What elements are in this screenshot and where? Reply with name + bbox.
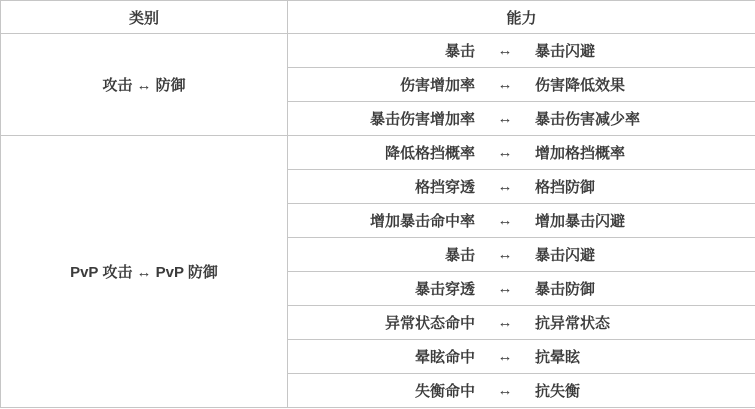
- ability-cell: [288, 238, 755, 272]
- ability-cell: [288, 34, 755, 68]
- attack-stat: 失衡命中: [414, 383, 475, 400]
- attack-stat: 增加暴击命中率: [369, 213, 475, 230]
- ability-cell: [288, 272, 755, 306]
- bidirectional-arrow: ↔: [497, 348, 513, 365]
- ability-cell: [288, 170, 755, 204]
- bidirectional-arrow: ↔: [497, 178, 513, 195]
- ability-cell: [288, 340, 755, 374]
- table-row: [1, 34, 755, 68]
- attack-stat: 暴击穿透: [414, 281, 475, 298]
- defense-stat: 暴击闪避: [535, 43, 596, 60]
- ability-pair: [288, 40, 755, 61]
- ability-pair: [288, 74, 755, 95]
- ability-pair: [288, 108, 755, 129]
- defense-stat: 抗晕眩: [535, 349, 581, 366]
- ability-cell: [288, 102, 755, 136]
- ability-pair: [288, 346, 755, 367]
- bidirectional-arrow: ↔: [497, 280, 513, 297]
- attack-stat: 暴击: [444, 247, 475, 264]
- defense-stat: 格挡防御: [535, 179, 596, 196]
- header-row: [1, 1, 755, 34]
- defense-stat: 增加暴击闪避: [535, 213, 626, 230]
- bidirectional-arrow: ↔: [497, 42, 513, 59]
- category-cell-pvp-attack-defense: PvP 攻击 ↔ PvP 防御: [1, 136, 288, 408]
- bidirectional-arrow: ↔: [497, 314, 513, 331]
- ability-cell: [288, 136, 755, 170]
- bidirectional-arrow: ↔: [497, 246, 513, 263]
- ability-pair: [288, 210, 755, 231]
- category-column-header: 类别: [1, 1, 288, 34]
- table-row: [1, 136, 755, 170]
- attack-stat: 格挡穿透: [414, 179, 475, 196]
- bidirectional-arrow: ↔: [497, 110, 513, 127]
- defense-stat: 暴击防御: [535, 281, 596, 298]
- ability-pair: [288, 278, 755, 299]
- defense-stat: 伤害降低效果: [535, 77, 626, 94]
- ability-pair: [288, 380, 755, 401]
- ability-pair: [288, 142, 755, 163]
- defense-stat: 暴击闪避: [535, 247, 596, 264]
- ability-pair: [288, 312, 755, 333]
- category-cell-attack-defense: 攻击 ↔ 防御: [1, 34, 288, 136]
- ability-pair: [288, 176, 755, 197]
- attack-stat: 晕眩命中: [414, 349, 475, 366]
- defense-stat: 抗失衡: [535, 383, 581, 400]
- ability-cell: [288, 306, 755, 340]
- ability-cell: [288, 68, 755, 102]
- attack-stat: 暴击伤害增加率: [369, 111, 475, 128]
- bidirectional-arrow: ↔: [497, 76, 513, 93]
- defense-stat: 增加格挡概率: [535, 145, 626, 162]
- attack-stat: 降低格挡概率: [384, 145, 475, 162]
- attack-stat: 伤害增加率: [399, 77, 475, 94]
- bidirectional-arrow: ↔: [497, 382, 513, 399]
- ability-pair: [288, 244, 755, 265]
- defense-stat: 抗异常状态: [535, 315, 611, 332]
- ability-cell: [288, 204, 755, 238]
- attack-stat: 异常状态命中: [384, 315, 475, 332]
- ability-column-header: 能力: [288, 1, 755, 34]
- attack-stat: 暴击: [444, 43, 475, 60]
- defense-stat: 暴击伤害减少率: [535, 111, 641, 128]
- bidirectional-arrow: ↔: [497, 144, 513, 161]
- bidirectional-arrow: ↔: [497, 212, 513, 229]
- ability-cell: [288, 374, 755, 408]
